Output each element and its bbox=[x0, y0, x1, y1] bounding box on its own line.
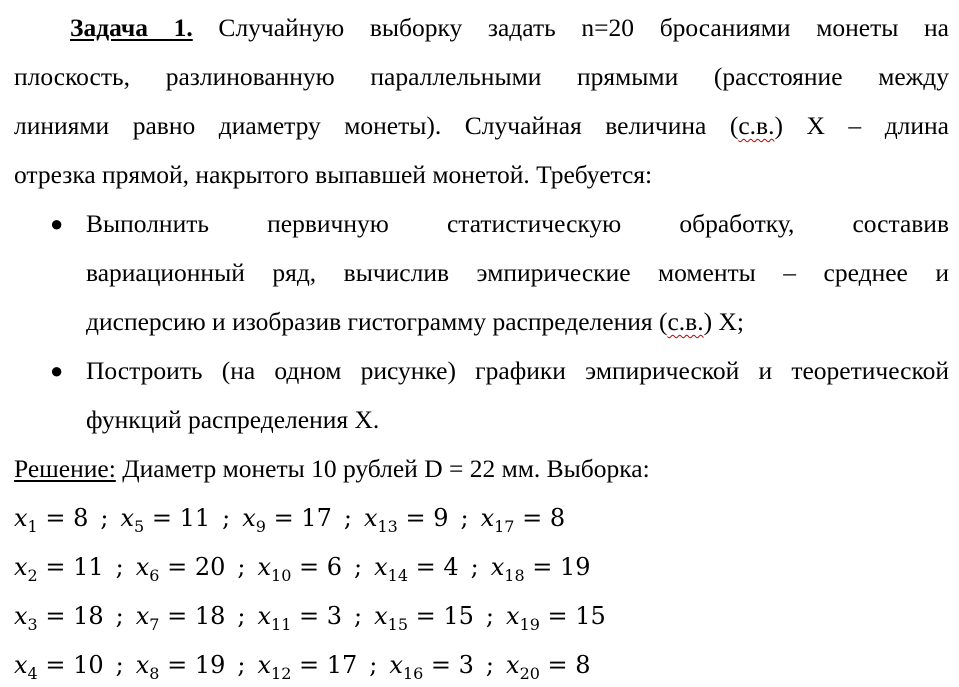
bullet-2-line-2: функций распределения X. bbox=[86, 405, 380, 434]
task-line-4: отрезка прямой, накрытого выпавшей монетой. Требуется: bbox=[14, 160, 653, 189]
separator: ; bbox=[222, 504, 231, 532]
separator: ; bbox=[485, 602, 495, 630]
bullet-dot-1: ● bbox=[50, 211, 64, 236]
separator: ; bbox=[115, 602, 124, 630]
sample-value: $x_{18} = 19$ bbox=[490, 553, 591, 585]
sample-value: $x_9 = 17$ bbox=[242, 504, 332, 536]
separator: ; bbox=[470, 553, 479, 581]
bullet-1-line-2: вариационный ряд, вычислив эмпирические моменты – среднее и bbox=[86, 258, 949, 287]
separator: ; bbox=[460, 504, 469, 532]
separator: ; bbox=[343, 504, 352, 532]
sample-value: $x_{11} = 3$ bbox=[257, 602, 343, 634]
sample-value: $x_6 = 20$ bbox=[135, 553, 226, 585]
sample-value: $x_{12} = 17$ bbox=[257, 651, 358, 683]
sample-value: $x_8 = 19$ bbox=[135, 651, 226, 683]
separator: ; bbox=[237, 602, 246, 630]
separator: ; bbox=[115, 553, 124, 581]
sample-value: $x_7 = 18$ bbox=[135, 602, 226, 634]
separator: ; bbox=[237, 651, 246, 679]
sample-value: $x_{10} = 6$ bbox=[257, 553, 343, 585]
sample-value: $x_2 = 11$ bbox=[14, 553, 104, 585]
task-line-1: Задача 1. Случайную выборку задать n=20 бросаниями монеты на bbox=[70, 13, 949, 42]
separator: ; bbox=[485, 651, 495, 679]
sv-abbreviation: с.в. bbox=[738, 111, 775, 140]
sample-value: $x_{17} = 8$ bbox=[480, 504, 566, 536]
sample-value: $x_{15} = 15$ bbox=[374, 602, 474, 634]
sample-value: $x_1 = 8$ bbox=[14, 504, 89, 536]
task-line-2: плоскость, разлинованную параллельными прямыми (расстояние между bbox=[14, 62, 949, 91]
sample-value: $x_{16} = 3$ bbox=[389, 651, 474, 683]
bullet-1-line-1: Выполнить первичную статистическую обработку, составив bbox=[86, 209, 949, 238]
sample-row bbox=[14, 650, 949, 683]
bullet-2-line-1: Построить (на одном рисунке) графики эмпирической и теоретической bbox=[86, 356, 949, 385]
sample-value: $x_5 = 11$ bbox=[120, 504, 211, 536]
separator: ; bbox=[354, 553, 363, 581]
sample-value: $x_{14} = 4$ bbox=[374, 553, 459, 585]
separator: ; bbox=[354, 602, 363, 630]
separator: ; bbox=[237, 553, 246, 581]
sample-row bbox=[14, 552, 949, 585]
sample-value: $x_{13} = 9$ bbox=[363, 504, 449, 536]
sample-row bbox=[14, 601, 949, 634]
bullet-dot-2: ● bbox=[50, 358, 64, 383]
bullet-1-line-3: дисперсию и изобразив гистограмму распределения (с.в.) X; bbox=[86, 307, 744, 336]
sample-value: $x_{20} = 8$ bbox=[506, 651, 591, 683]
separator: ; bbox=[100, 504, 109, 532]
sv-abbreviation: с.в. bbox=[667, 307, 704, 336]
solution-label: Решение: bbox=[14, 454, 116, 483]
sample-value: $x_3 = 18$ bbox=[14, 602, 104, 634]
task-heading: Задача 1. bbox=[70, 13, 193, 42]
separator: ; bbox=[115, 651, 124, 679]
separator: ; bbox=[369, 651, 378, 679]
sample-value: $x_4 = 10$ bbox=[14, 651, 104, 683]
sample-row bbox=[14, 503, 949, 536]
sample-value: $x_{19} = 15$ bbox=[506, 602, 606, 634]
solution-line: Решение: Диаметр монеты 10 рублей D = 22 мм. Выборка: bbox=[14, 454, 650, 483]
task-line-3: линиями равно диаметру монеты). Случайная величина (с.в.) X – длина bbox=[14, 111, 950, 140]
